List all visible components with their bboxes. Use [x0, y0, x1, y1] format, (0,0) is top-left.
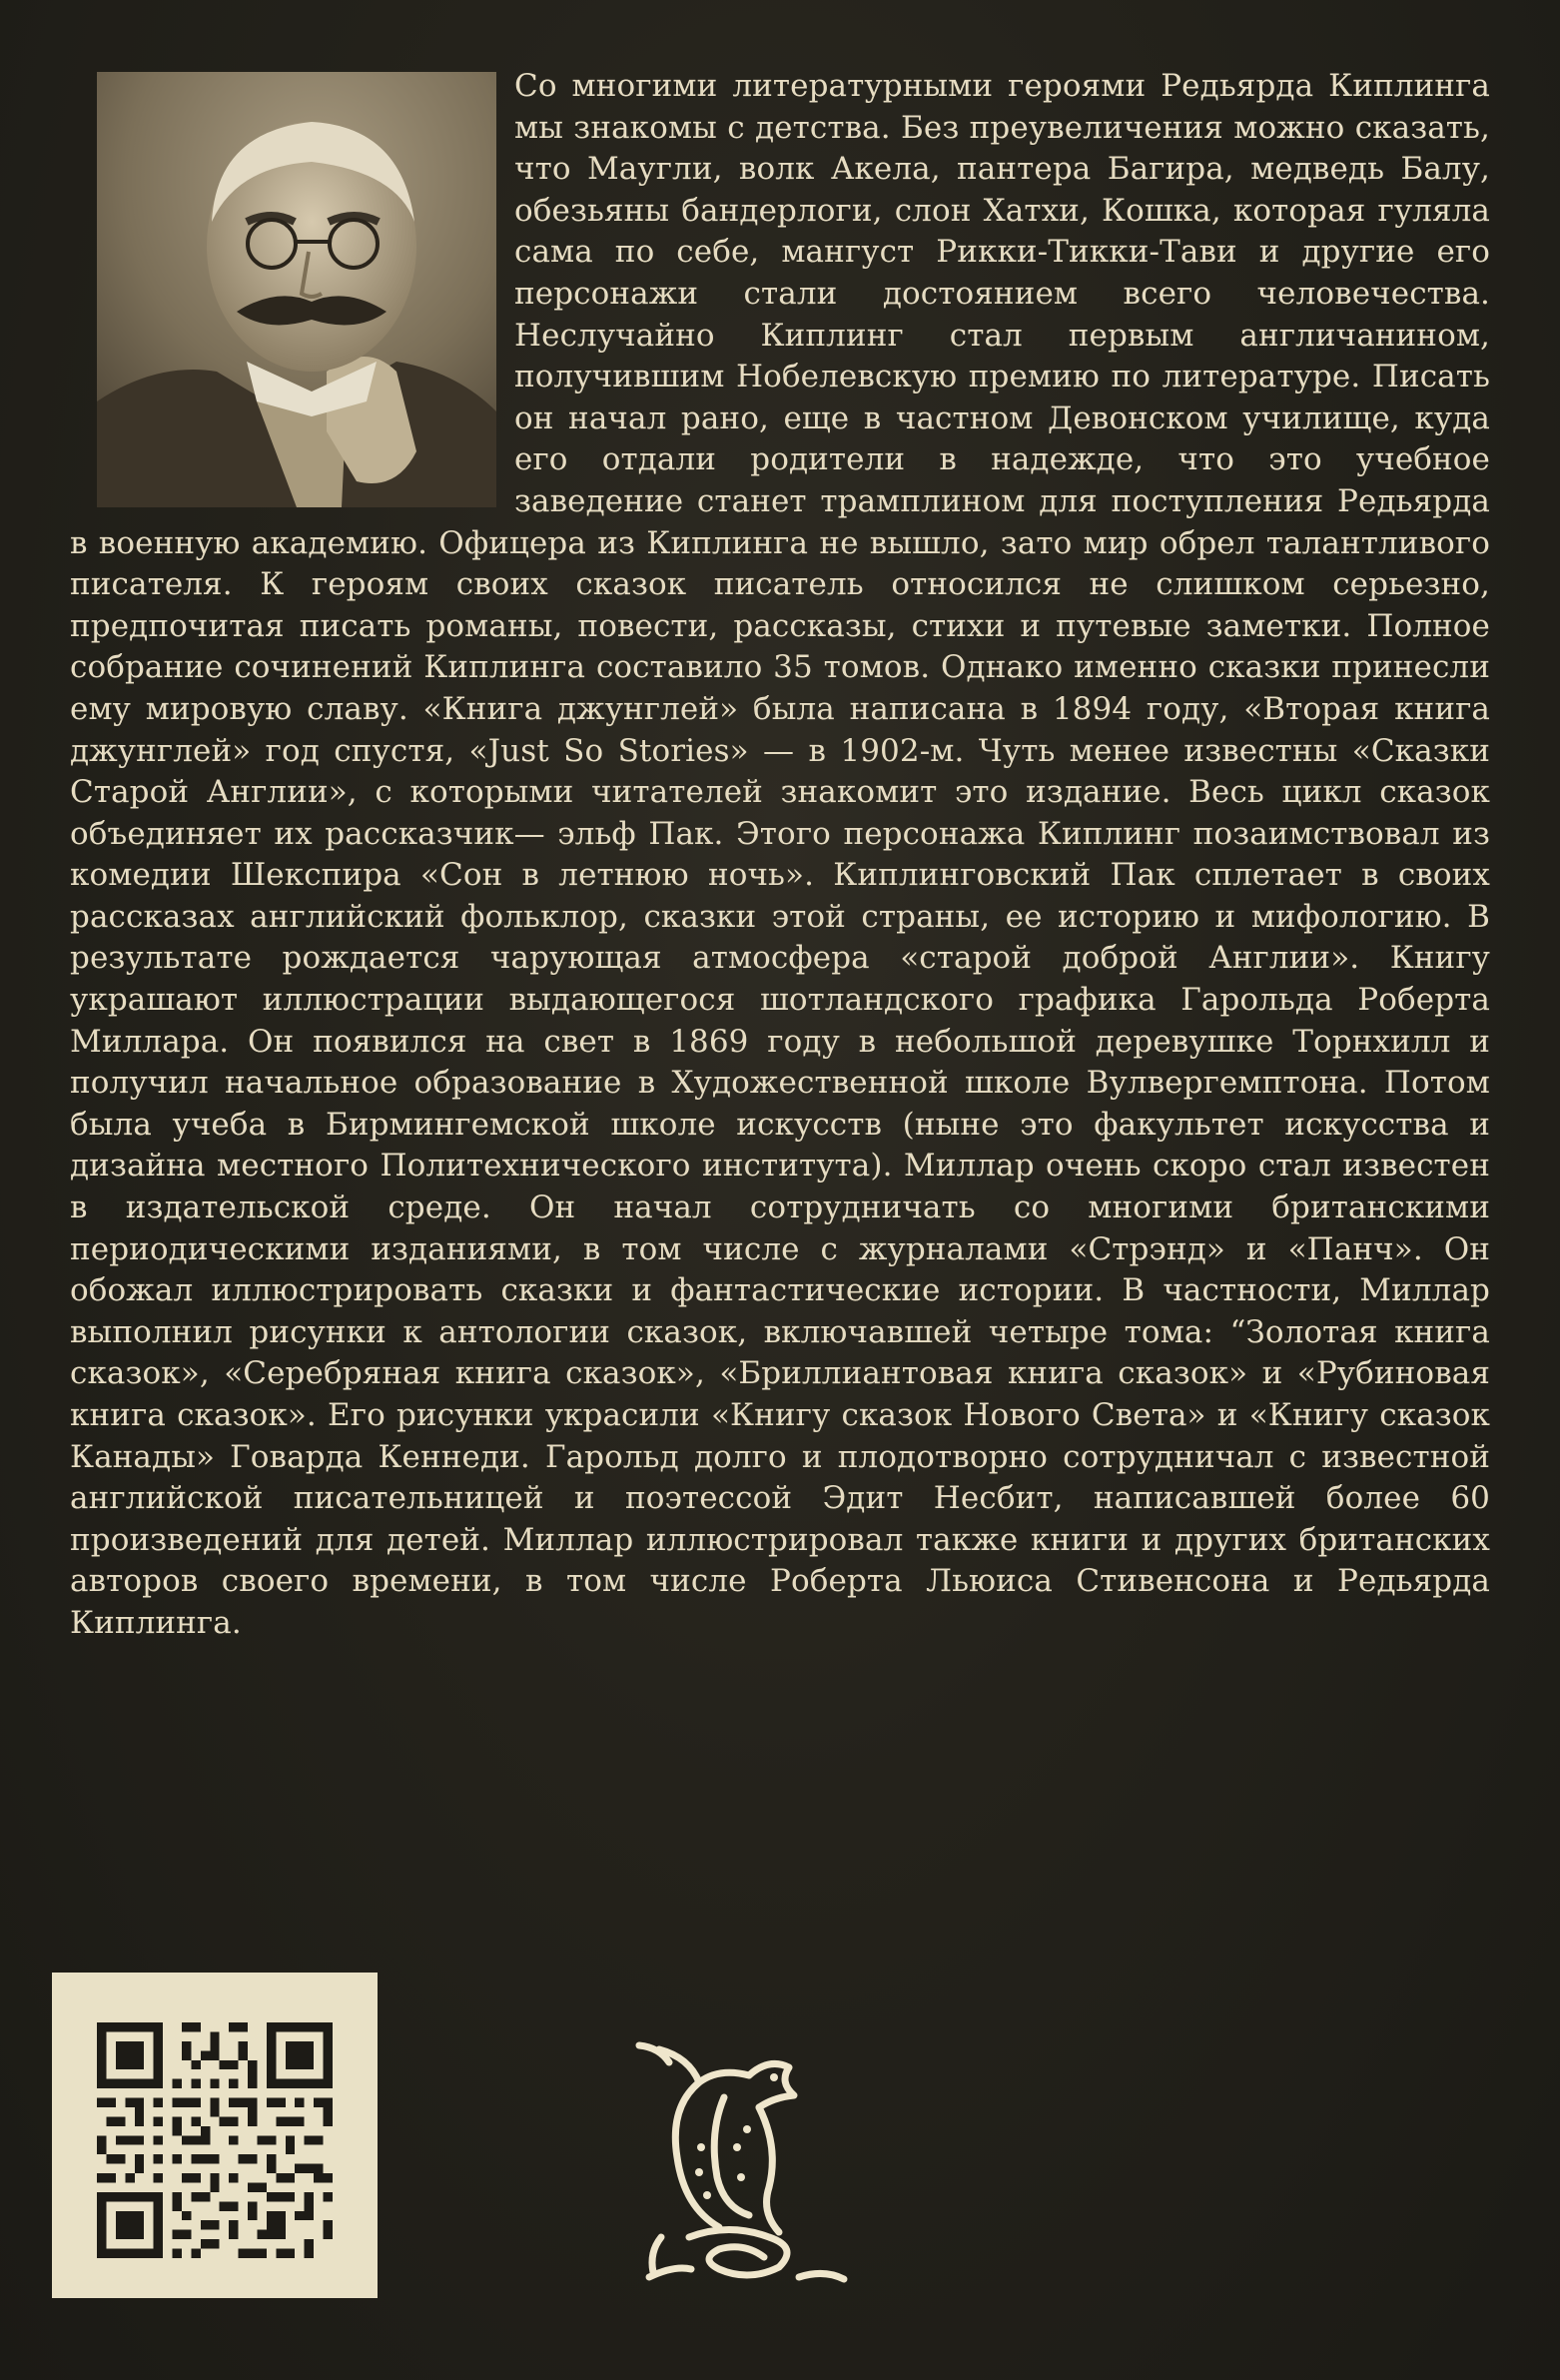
biography-text: Со многими литературными героями Редьярда Киплинга мы знакомы с детства. Без преувеличения можно сказать, что Маугли, волк Акела, пантера Багира, медведь Балу, обезьяны бандерлоги, слон Хатхи, Кошка, которая гуляла сама по себе, мангуст Рикки-Тикки-Тави и другие его персонажи стали достоянием всего человечества. Неслучайно Киплинг стал первым англичанином, получившим Нобелевскую премию по литературе. Писать он начал рано, еще в частном Девонском училище, куда его отдали родители в надежде, что это учебное заведение станет трамплином для поступления Редьярда в военную академию. Офицера из Киплинга не вышло, зато мир обрел талантливого писателя. К героям своих сказок писатель относился не слишком серьезно, предпочитая писать романы, повести, рассказы, стихи и путевые заметки. Полное собрание сочинений Киплинга составило 35 томов. Однако именно сказки принесли ему мировую славу. «Книга джунглей» была написана в 1894 году, «Вторая книга джунглей» год спустя, «Just So Stories» — в 1902-м. Чуть менее известны «Сказки Старой Англии», с которыми читателей знакомит это издание. Весь цикл сказок объединяет их рассказчик— эльф Пак. Этого персонажа Киплинг позаимствовал из комедии Шекспира «Сон в летнюю ночь». Киплинговский Пак сплетает в своих рассказах английский фольклор, сказки этой страны, ее историю и мифологию. В результате рождается чарующая атмосфера «старой доброй Англии». Книгу украшают иллюстрации выдающегося шотландского графика Гарольда Роберта Миллара. Он появился на свет в 1869 году в небольшой деревушке Торнхилл и получил начальное образование в Художественной школе Вулвергемптона. Потом была учеба в Бирмингемской школе искусств (ныне это факультет искусства и дизайна местного Политехнического института). Миллар очень скоро стал известен в издательской среде. Он начал сотрудничать со многими британскими периодическими изданиями, в том числе с журналами «Стрэнд» и «Панч». Он обожал иллюстрировать сказки и фантастические истории. В частности, Миллар выполнил рисунки к антологии сказок, включавшей четыре тома: “Золотая книга сказок», «Серебряная книга сказок», «Бриллиантовая книга сказок» и «Рубиновая книга сказок». Его рисунки украсили «Книгу сказок Нового Света» и «Книгу сказок Канады» Говарда Кеннеди. Гарольд долго и плодотворно сотрудничал с известной английской писательницей и поэтессой Эдит Несбит, написавшей более 60 произведений для детей. Миллар иллюстрировал также книги и других британских авторов своего времени, в том числе Роберта Льюиса Стивенсона и Редьярда Киплинга. [70, 68, 1490, 1641]
qr-code [97, 2022, 333, 2258]
portrait-spacer [70, 66, 514, 517]
publisher-logo [629, 2037, 869, 2287]
author-biography [70, 66, 1490, 1645]
dragon-emblem-icon [629, 2037, 869, 2287]
qr-code-panel[interactable] [52, 1973, 378, 2298]
